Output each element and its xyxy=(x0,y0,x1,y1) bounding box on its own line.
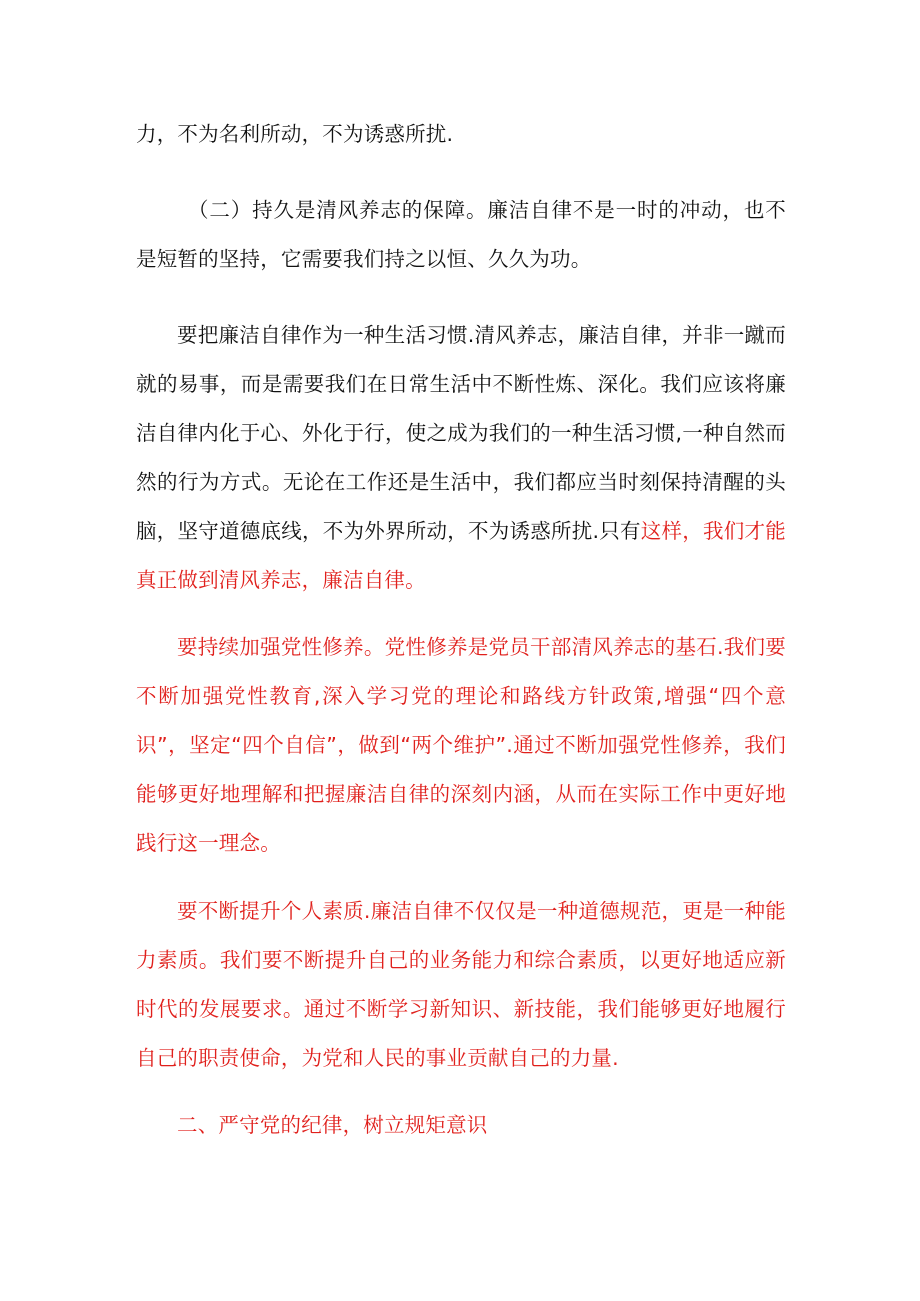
section-heading-2: 二、严守党的纪律，树立规矩意识 xyxy=(177,1113,488,1137)
highlighted-text: 这样，我们才能真正做到清风养志，廉洁自律。 xyxy=(136,519,787,592)
paragraph-continuation: 力，不为名利所动，不为诱惑所扰. xyxy=(136,122,454,146)
paragraph-personal-quality: 要不断提升个人素质.廉洁自律不仅仅是一种道德规范，更是一种能力素质。我们要不断提升自己的业务能力和综合素质，以更好地适应新时代的发展要求。通过不断学习新知识、新技能，我们能够更好地履行自己的职责使命，为党和人民的事业贡献自己的力量. xyxy=(136,899,786,1070)
section-subheading-paragraph: （二）持久是清风养志的保障。廉洁自律不是一时的冲动，也不是短暂的坚持，它需要我们持之以恒、久久为功。 xyxy=(136,198,786,271)
paragraph-living-habit xyxy=(136,311,786,605)
paragraph-party-spirit: 要持续加强党性修养。党性修养是党员干部清风养志的基石.我们要不断加强党性教育,深入学习党的理论和路线方针政策,增强“四个意识”，坚定“四个自信”，做到“两个维护”.通过不断加强党性修养，我们能够更好地理解和把握廉洁自律的深刻内涵，从而在实际工作中更好地践行这一理念。 xyxy=(136,635,786,855)
paragraph-living-habit-text: 要把廉洁自律作为一种生活习惯.清风养志，廉洁自律，并非一蹴而就的易事，而是需要我们在日常生活中不断性炼、深化。我们应该将廉洁自律内化于心、外化于行，使之成为我们的一种生活习惯,一种自然而然的行为方式。无论在工作还是生活中，我们都应当时刻保持清醒的头脑，坚守道德底线，不为外界所动，不为诱惑所扰.只有 xyxy=(136,323,786,543)
